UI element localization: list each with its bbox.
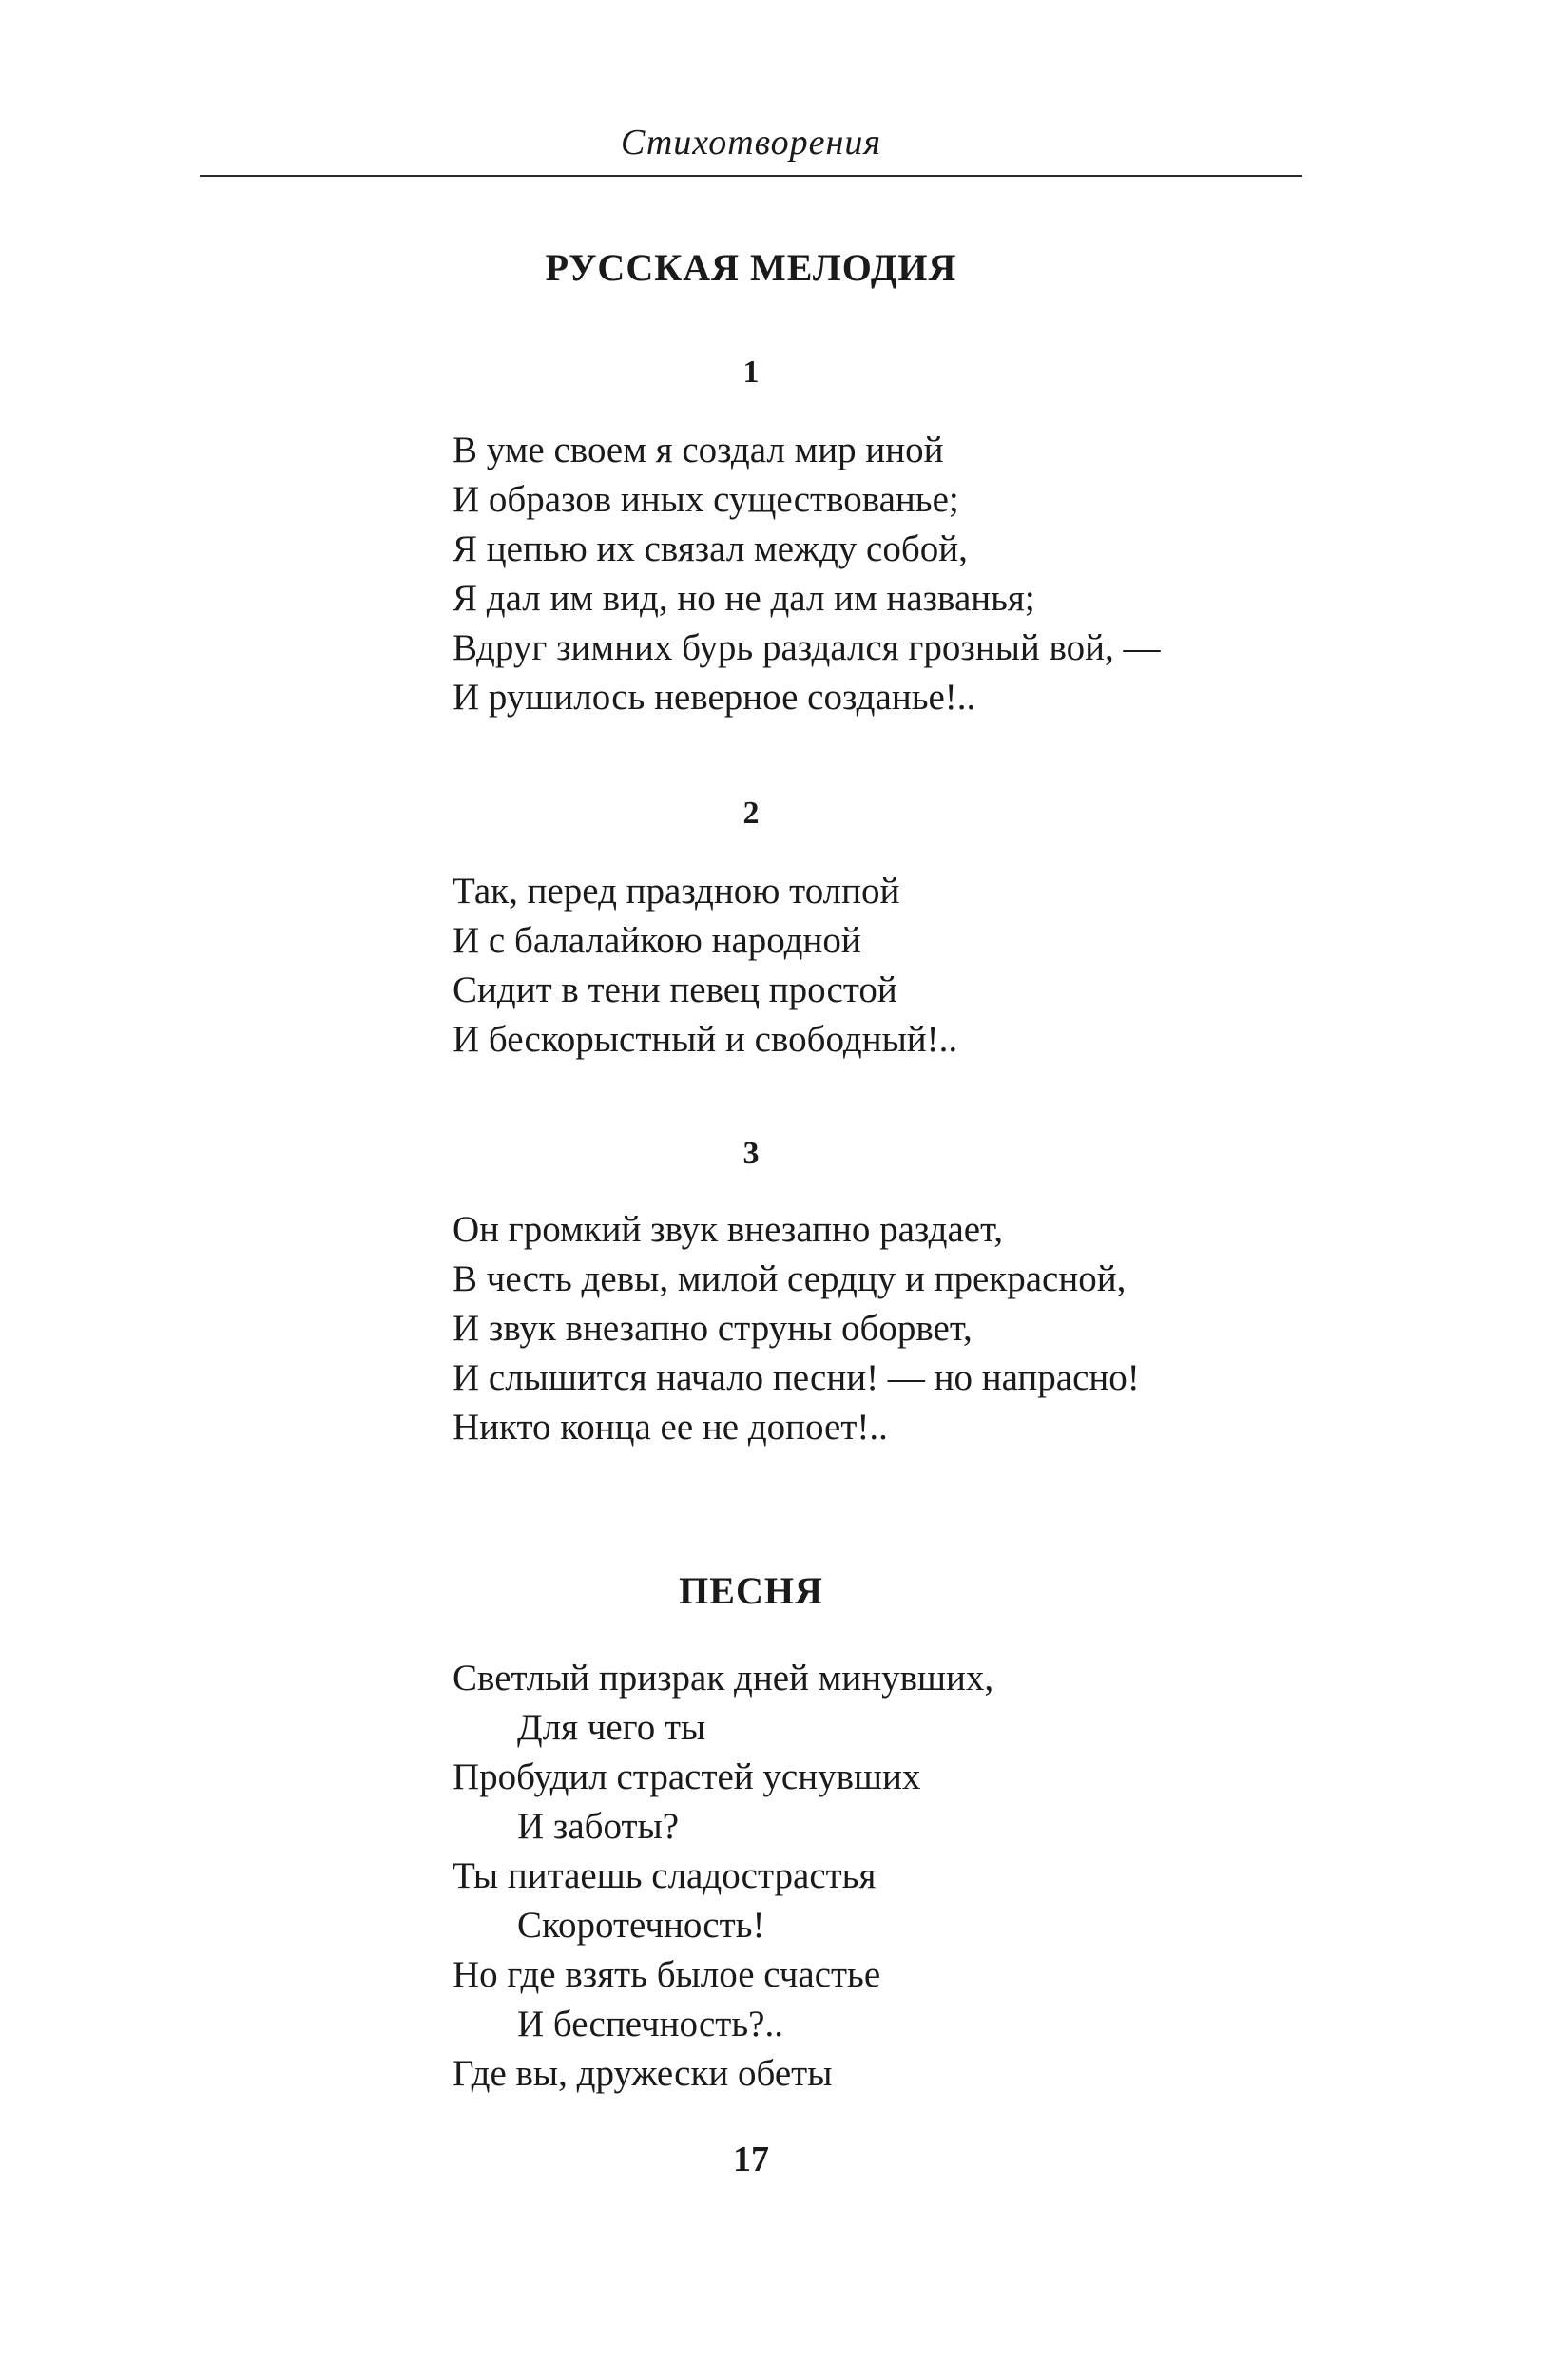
stanza-song: [453, 1654, 1289, 2099]
verse-line-indented: Скоротечность!: [517, 1905, 765, 1946]
verse-line: Я дал им вид, но не дал им названья;: [453, 578, 1035, 619]
verse-line-indented: Для чего ты: [517, 1707, 706, 1748]
verse-line-indented: И заботы?: [517, 1806, 680, 1847]
verse-line: В честь девы, милой сердцу и прекрасной,: [453, 1258, 1127, 1299]
part-number-2: 2: [742, 796, 760, 831]
verse-line: И бескорыстный и свободный!..: [453, 1019, 958, 1060]
verse-line: Сидит в тени певец простой: [453, 969, 897, 1010]
stanza-3: [453, 1205, 1289, 1452]
poem-title-russian-melody: РУССКАЯ МЕЛОДИЯ: [545, 246, 957, 289]
verse-line: Пробудил страстей уснувших: [453, 1756, 921, 1797]
stanza-1: [453, 426, 1289, 722]
running-head: Стихотворения: [620, 123, 882, 163]
verse-line: Я цепью их связал между собой,: [453, 528, 968, 569]
verse-line: Он громкий звук внезапно раздает,: [453, 1209, 1003, 1250]
verse-line: Ты питаешь сладострастья: [453, 1855, 877, 1896]
verse-line: В уме своем я создал мир иной: [453, 430, 944, 470]
verse-line: Вдруг зимних бурь раздался грозный вой, —: [453, 627, 1161, 668]
verse-line: Но где взять былое счастье: [453, 1954, 881, 1995]
verse-line: И с балалайкою народной: [453, 920, 861, 961]
verse-line: Никто конца ее не допоет!..: [453, 1407, 888, 1448]
poem-title-song: ПЕСНЯ: [679, 1569, 823, 1612]
verse-line: Светлый призрак дней минувших,: [453, 1658, 994, 1699]
part-number-1: 1: [742, 355, 760, 390]
verse-line: И рушилось неверное созданье!..: [453, 677, 976, 718]
verse-line: И звук внезапно струны оборвет,: [453, 1308, 973, 1349]
header-rule: [200, 175, 1302, 177]
stanza-2: [453, 867, 1289, 1065]
verse-line-indented: И беспечность?..: [517, 2004, 783, 2044]
verse-line: И образов иных существованье;: [453, 479, 959, 520]
part-number-3: 3: [742, 1136, 760, 1171]
verse-line: Так, перед праздною толпой: [453, 871, 900, 912]
page-number: 17: [733, 2140, 769, 2179]
verse-line: И слышится начало песни! — но напрасно!: [453, 1357, 1140, 1398]
verse-line: Где вы, дружески обеты: [453, 2053, 833, 2094]
